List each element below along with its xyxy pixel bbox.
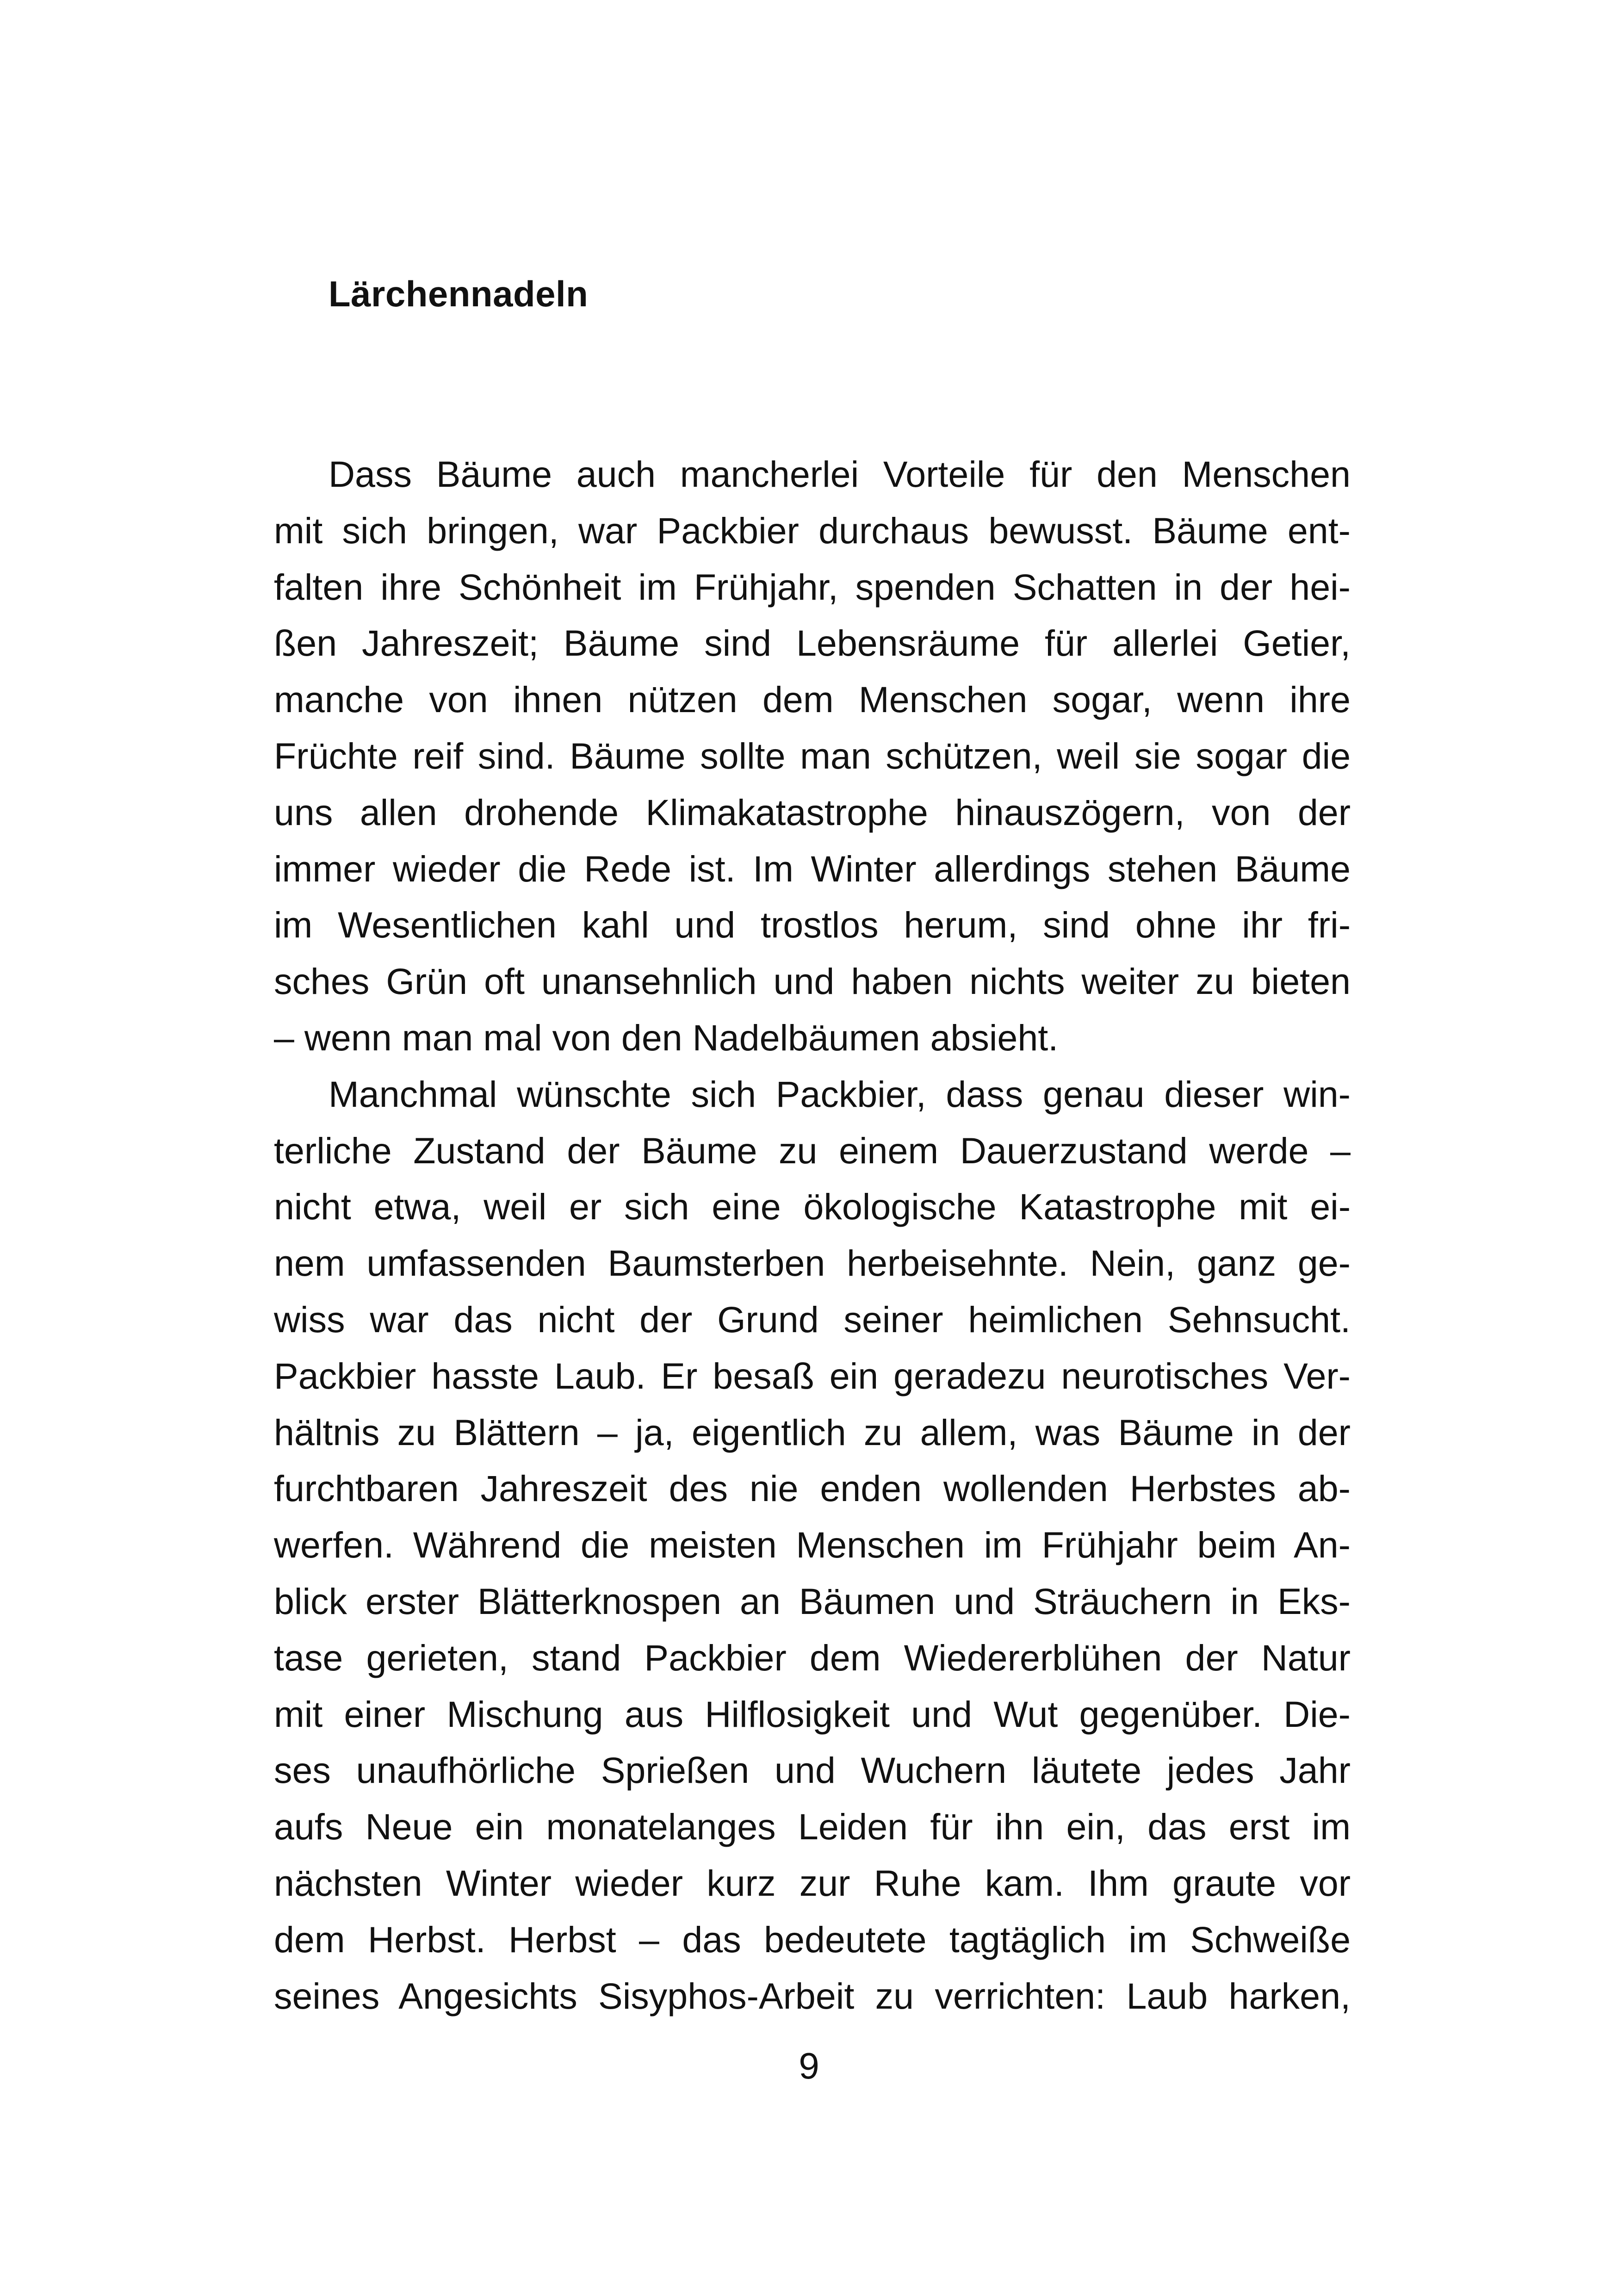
text-line: ßen Jahreszeit; Bäume sind Lebensräume für allerlei Getier, xyxy=(274,622,1351,664)
text-line: manche von ihnen nützen dem Menschen sogar, wenn ihre xyxy=(274,679,1351,720)
paragraph xyxy=(274,1066,1351,2024)
text-line: sches Grün oft unansehnlich und haben nichts weiter zu bieten xyxy=(274,961,1351,1002)
chapter-title: Lärchennadeln xyxy=(329,273,589,314)
text-line: ses unaufhörliche Sprießen und Wuchern läutete jedes Jahr xyxy=(274,1750,1351,1791)
text-line: furchtbaren Jahreszeit des nie enden wollenden Herbstes ab- xyxy=(274,1468,1351,1509)
text-line: nächsten Winter wieder kurz zur Ruhe kam. Ihm graute vor xyxy=(274,1862,1351,1904)
body-text xyxy=(274,446,1351,2024)
text-line: Dass Bäume auch mancherlei Vorteile für den Menschen xyxy=(329,453,1351,495)
text-line: wiss war das nicht der Grund seiner heimlichen Sehnsucht. xyxy=(274,1298,1351,1340)
text-line: immer wieder die Rede ist. Im Winter allerdings stehen Bäume xyxy=(274,848,1351,889)
text-line: seines Angesichts Sisyphos-Arbeit zu verrichten: Laub harken, xyxy=(274,1975,1351,2017)
text-line: Packbier hasste Laub. Er besaß ein geradezu neurotisches Ver- xyxy=(274,1355,1351,1396)
text-line: – wenn man mal von den Nadelbäumen absieht. xyxy=(274,1017,1059,1058)
text-line: aufs Neue ein monatelanges Leiden für ihn ein, das erst im xyxy=(274,1806,1351,1848)
text-line: tase gerieten, stand Packbier dem Wiedererblühen der Natur xyxy=(274,1637,1351,1678)
text-line: Manchmal wünschte sich Packbier, dass genau dieser win- xyxy=(329,1073,1351,1115)
text-line: werfen. Während die meisten Menschen im Frühjahr beim An- xyxy=(274,1524,1351,1566)
page-number: 9 xyxy=(799,2045,819,2086)
text-line: mit sich bringen, war Packbier durchaus bewusst. Bäume ent- xyxy=(274,509,1351,551)
text-line: mit einer Mischung aus Hilflosigkeit und Wut gegenüber. Die- xyxy=(274,1693,1351,1735)
text-line: nicht etwa, weil er sich eine ökologische Katastrophe mit ei- xyxy=(274,1186,1351,1228)
text-line: nem umfassenden Baumsterben herbeisehnte. Nein, ganz ge- xyxy=(274,1242,1351,1284)
text-line: im Wesentlichen kahl und trostlos herum, sind ohne ihr fri- xyxy=(274,904,1351,946)
text-line: uns allen drohende Klimakatastrophe hinauszögern, von der xyxy=(274,791,1351,833)
text-line: Früchte reif sind. Bäume sollte man schützen, weil sie sogar die xyxy=(274,735,1351,776)
text-line: hältnis zu Blättern – ja, eigentlich zu allem, was Bäume in der xyxy=(274,1411,1351,1453)
text-line: terliche Zustand der Bäume zu einem Dauerzustand werde – xyxy=(274,1129,1351,1171)
paragraph xyxy=(274,446,1351,1066)
text-line: blick erster Blätterknospen an Bäumen und Sträuchern in Eks- xyxy=(274,1580,1351,1622)
text-line: falten ihre Schönheit im Frühjahr, spenden Schatten in der hei- xyxy=(274,566,1351,608)
text-line: dem Herbst. Herbst – das bedeutete tagtäglich im Schweiße xyxy=(274,1918,1351,1960)
